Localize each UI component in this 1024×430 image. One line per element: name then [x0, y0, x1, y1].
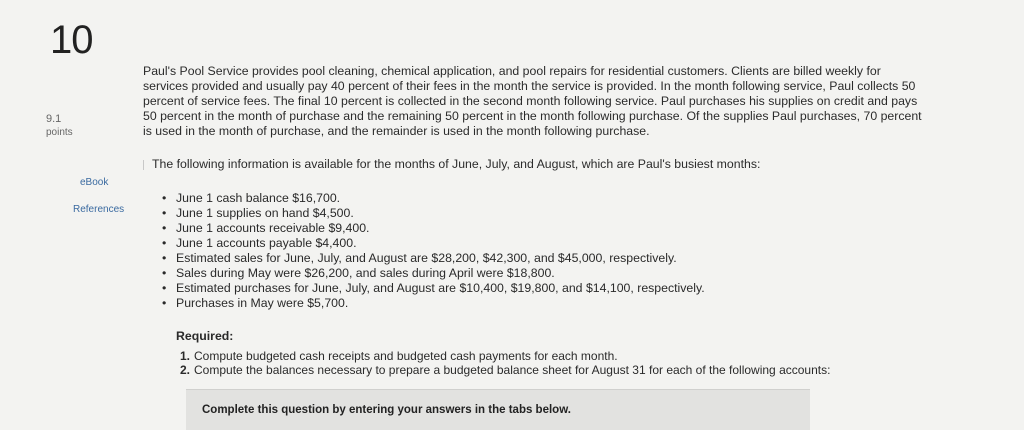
info-lead: The following information is available for the months of June, July, and August, which are Paul's busiest months: — [152, 157, 761, 171]
list-item: • June 1 cash balance $16,700. — [160, 191, 705, 206]
instruction-banner — [186, 389, 810, 430]
ebook-link[interactable]: eBook — [80, 177, 109, 188]
list-item: • Estimated purchases for June, July, and August are $10,400, $19,800, and $14,100, respectively. — [160, 281, 705, 296]
instruction-text: Complete this question by entering your answers in the tabs below. — [202, 404, 571, 416]
points-indicator — [46, 113, 73, 139]
required-item — [180, 349, 830, 363]
required-item-text: Compute budgeted cash receipts and budgeted cash payments for each month. — [194, 349, 618, 363]
list-item: • June 1 supplies on hand $4,500. — [160, 206, 705, 221]
required-heading: Required: — [176, 329, 234, 343]
required-item-number: 1. — [180, 349, 191, 363]
list-item: • Sales during May were $26,200, and sales during April were $18,800. — [160, 266, 705, 281]
info-list — [160, 191, 705, 311]
list-item: • June 1 accounts payable $4,400. — [160, 236, 705, 251]
required-item-text: Compute the balances necessary to prepare a budgeted balance sheet for August 31 for each of the following accounts: — [194, 363, 831, 377]
points-value: 9.1 — [46, 113, 62, 125]
list-item: • June 1 accounts receivable $9,400. — [160, 221, 705, 236]
question-number: 10 — [50, 18, 93, 62]
required-list — [180, 349, 830, 377]
divider — [143, 160, 144, 170]
list-item: • Purchases in May were $5,700. — [160, 296, 705, 311]
required-item-number: 2. — [180, 363, 191, 377]
points-label: points — [46, 127, 73, 138]
references-link[interactable]: References — [73, 204, 125, 215]
required-item — [180, 363, 830, 377]
list-item: • Estimated sales for June, July, and August are $28,200, $42,300, and $45,000, respectively. — [160, 251, 705, 266]
problem-intro: Paul's Pool Service provides pool cleaning, chemical application, and pool repairs for residential customers. Clients are billed weekly for services provided and usually pay 40 percent of their fees in the month the service is provided. In the month following service, Paul collects 50 percent of service fees. The final 10 percent is collected in the second month following service. Paul purchases his supplies on credit and pays 50 percent in the month of purchase and the remaining 50 percent in the month following purchase. Of the supplies Paul purchases, 70 percent is used in the month of purchase, and the remainder is used in the month following purchase. — [143, 64, 922, 138]
